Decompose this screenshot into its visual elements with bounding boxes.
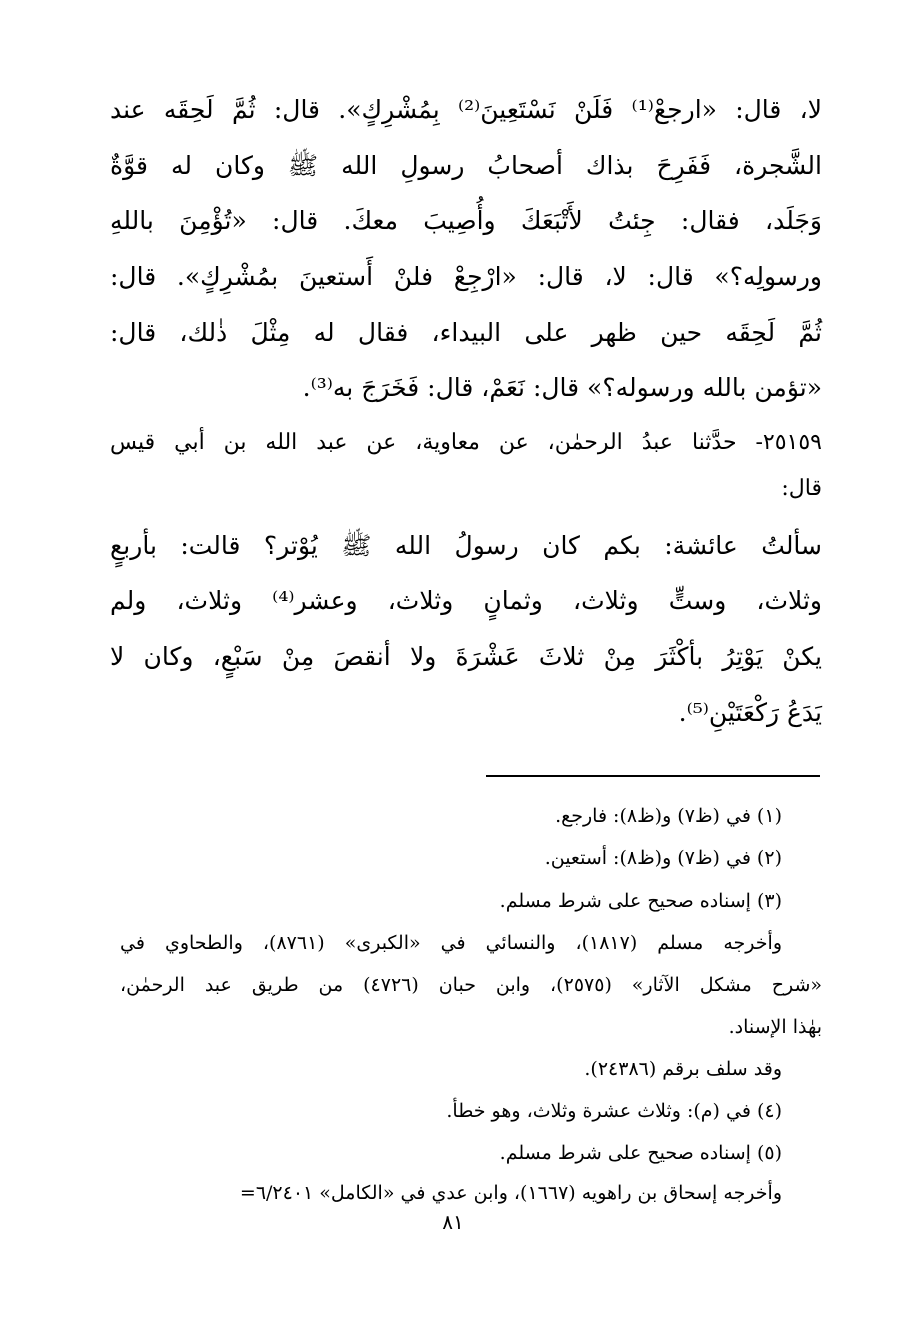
footnote-line: (١) في (ظ٧) و(ظ٨): فارجع.	[555, 805, 782, 827]
main-text-line: ثُمَّ لَحِقَه حين ظهر على البيداء، فقال له مِثْلَ ذٰلك، قال:	[110, 318, 822, 347]
footnote-line: (٣) إسناده صحيح على شرط مسلم.	[499, 890, 782, 912]
hadith-text-line: يكنْ يَوْتِرُ بأكْثَرَ مِنْ ثلاثَ عَشْرَةَ ولا أنقصَ مِنْ سَبْعٍ، وكان لا	[110, 642, 822, 671]
hadith-text-line: سألتُ عائشة: بكم كان رسولُ الله ﷺ يُوْتر؟ قالت: بأربعٍ	[110, 531, 822, 560]
main-text	[110, 95, 822, 415]
main-text-line: الشَّجرة، فَفَرِحَ بذاك أصحابُ رسولِ الله ﷺ وكان له قوَّةٌ	[110, 151, 822, 180]
footnote-line: (٤) في (م): وثلاث عشرة وثلاث، وهو خطأ.	[446, 1100, 782, 1122]
footnote-line: «شرح مشكل الآثار» (٢٥٧٥)، وابن حبان (٤٧٢٦) من طريق عبد الرحمٰن،	[120, 974, 822, 996]
footnote-line: وأخرجه مسلم (١٨١٧)، والنسائي في «الكبرى» (٨٧٦١)، والطحاوي في	[120, 932, 782, 954]
footnote-line: بهٰذا الإسناد.	[728, 1016, 822, 1038]
hadith-heading-line: قال:	[781, 476, 822, 501]
main-text-line: ورسولِه؟» قال: لا، قال: «ارْجِعْ فلنْ أَستعينَ بمُشْرِكٍ». قال:	[110, 262, 822, 291]
main-text-line: «تؤمن بالله ورسوله؟» قال: نَعَمْ، قال: فَخَرَجَ به⁽³⁾.	[302, 373, 822, 402]
hadith-text	[110, 530, 822, 740]
page-number: ٨١	[442, 1210, 464, 1234]
hadith-heading-line: ٢٥١٥٩- حدَّثنا عبدُ الرحمٰن، عن معاوية، عن عبد الله بن أبي قيس	[110, 430, 822, 455]
footnote-line: وقد سلف برقم (٢٤٣٨٦).	[584, 1058, 782, 1080]
footnote-line: (٥) إسناده صحيح على شرط مسلم.	[499, 1142, 782, 1164]
main-text-line: لا، قال: «ارجعْ⁽¹⁾ فَلَنْ نَسْتَعِينَ⁽²⁾ بِمُشْرِكٍ». قال: ثُمَّ لَحِقَه عند	[110, 95, 822, 124]
hadith-heading	[110, 430, 822, 510]
footnote-line: (٢) في (ظ٧) و(ظ٨): أستعين.	[544, 847, 782, 869]
footnotes	[110, 805, 822, 1205]
main-text-line: وَجَلَد، فقال: جِئتُ لأَتْبَعَكَ وأُصِيبَ معكَ. قال: «تُؤْمِنَ باللهِ	[110, 206, 822, 235]
hadith-text-line: يَدَعُ رَكْعَتَيْنِ⁽⁵⁾.	[678, 698, 822, 727]
footnote-divider	[486, 775, 820, 777]
footnote-line: وأخرجه إسحاق بن راهويه (١٦٦٧)، وابن عدي في «الكامل» ٦/٢٤٠١=	[239, 1182, 782, 1204]
hadith-text-line: وثلاث، وستٍّ وثلاث، وثمانٍ وثلاث، وعشر⁽⁴⁾ وثلاث، ولم	[110, 586, 822, 615]
